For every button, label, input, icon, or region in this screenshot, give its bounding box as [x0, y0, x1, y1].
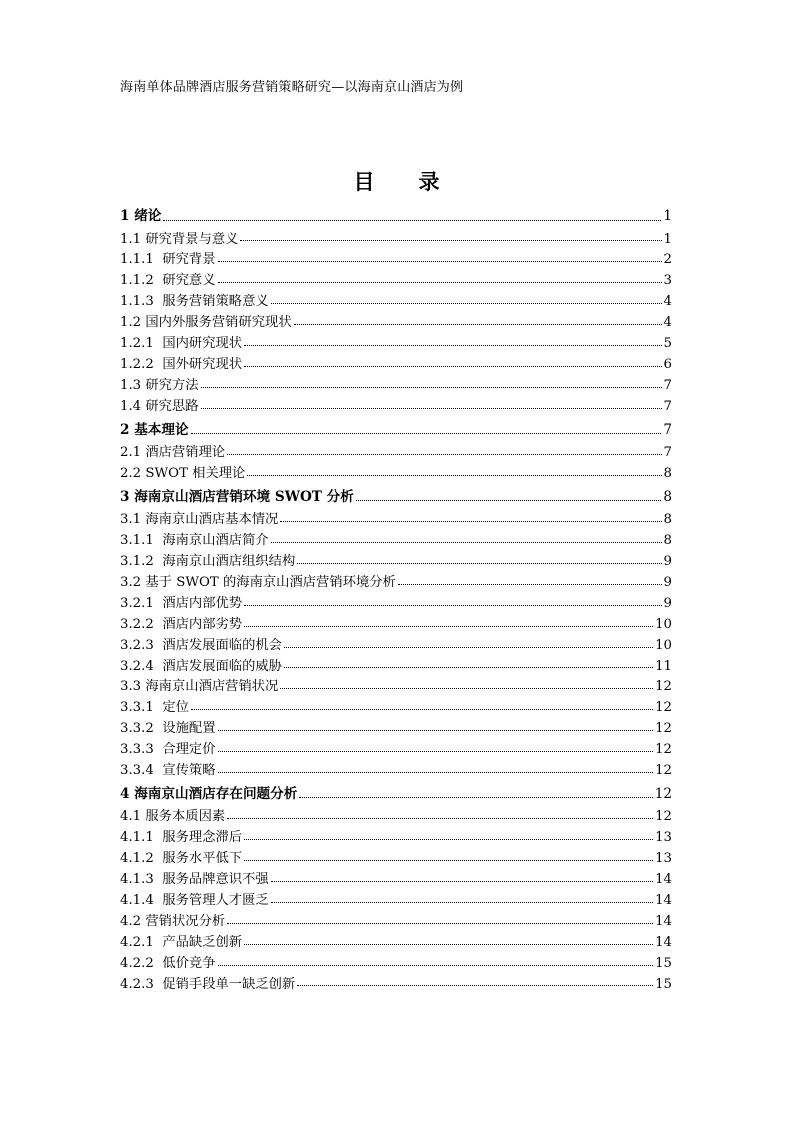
toc-entry-number: 2.2 [120, 465, 142, 481]
toc-entry-page-number: 2 [663, 252, 672, 268]
toc-entry-title: 合理定价 [162, 742, 216, 758]
toc-dot-leader [244, 365, 661, 367]
toc-section-entry[interactable] [120, 292, 672, 313]
toc-entry-page-number: 8 [663, 512, 672, 528]
toc-section-entry[interactable] [120, 954, 672, 975]
toc-dot-leader [271, 880, 653, 882]
toc-entry-number: 3.2.3 [120, 637, 154, 653]
toc-entry-title: 海南京山酒店营销环境 SWOT 分析 [134, 488, 354, 505]
toc-chapter-entry[interactable] [120, 485, 672, 511]
toc-entry-title: 定位 [162, 700, 189, 716]
toc-chapter-entry[interactable] [120, 782, 672, 808]
toc-entry-number: 4.2.1 [120, 934, 154, 950]
table-of-contents [120, 204, 672, 995]
toc-section-entry[interactable] [120, 828, 672, 849]
toc-entry-title: 服务本质因素 [145, 809, 226, 825]
toc-entry-title: 酒店营销理论 [145, 445, 226, 461]
toc-entry-number: 1.4 [120, 398, 142, 414]
toc-entry-title: 服务理念滞后 [162, 830, 243, 846]
toc-entry-title: 酒店发展面临的机会 [162, 637, 282, 653]
toc-entry-page-number: 12 [655, 721, 672, 737]
toc-dot-leader [218, 729, 654, 731]
toc-entry-page-number: 1 [663, 208, 672, 224]
toc-section-entry[interactable] [120, 230, 672, 251]
toc-entry-page-number: 12 [655, 809, 672, 825]
toc-dot-leader [280, 687, 653, 689]
toc-entry-title: 研究背景 [162, 252, 216, 268]
toc-entry-number: 1.1.2 [120, 273, 154, 289]
toc-dot-leader [284, 646, 653, 648]
toc-dot-leader [227, 817, 653, 819]
toc-dot-leader [244, 604, 661, 606]
toc-entry-page-number: 13 [655, 830, 672, 846]
toc-dot-leader [271, 541, 662, 543]
toc-entry-page-number: 14 [655, 872, 672, 888]
toc-entry-title: 研究方法 [145, 377, 199, 393]
toc-dot-leader [247, 474, 661, 476]
toc-dot-leader [280, 520, 661, 522]
toc-dot-leader [299, 796, 652, 798]
toc-chapter-entry[interactable] [120, 418, 672, 444]
toc-section-entry[interactable] [120, 334, 672, 355]
toc-entry-page-number: 9 [663, 574, 672, 590]
toc-dot-leader [240, 239, 661, 241]
toc-title [0, 166, 793, 196]
toc-dot-leader [163, 219, 661, 221]
toc-entry-page-number: 12 [655, 762, 672, 778]
toc-entry-title: 海南京山酒店简介 [162, 533, 269, 549]
toc-entry-number: 1.1.1 [120, 252, 154, 268]
toc-dot-leader [227, 922, 653, 924]
toc-entry-page-number: 7 [663, 398, 672, 414]
toc-entry-title: 酒店内部优势 [162, 595, 243, 611]
toc-entry-number: 3.3.1 [120, 700, 154, 716]
toc-entry-title: 研究意义 [162, 273, 216, 289]
toc-section-entry[interactable] [120, 594, 672, 615]
toc-entry-number: 4.2.2 [120, 955, 154, 971]
toc-dot-leader [201, 407, 662, 409]
toc-entry-title: 海南京山酒店组织结构 [162, 554, 296, 570]
toc-section-entry[interactable] [120, 531, 672, 552]
toc-dot-leader [244, 838, 653, 840]
toc-dot-leader [284, 666, 653, 668]
toc-section-entry[interactable] [120, 807, 672, 828]
toc-dot-leader [398, 583, 662, 585]
toc-entry-title: 服务品牌意识不强 [162, 872, 269, 888]
toc-entry-page-number: 8 [663, 488, 672, 505]
toc-dot-leader [271, 302, 662, 304]
toc-entry-title: 宣传策略 [162, 762, 216, 778]
toc-dot-leader [218, 281, 662, 283]
toc-entry-title: 国内研究现状 [162, 335, 243, 351]
toc-entry-number: 4.1 [120, 809, 142, 825]
toc-entry-page-number: 4 [663, 315, 672, 331]
toc-entry-title: 绪论 [134, 208, 162, 224]
toc-entry-page-number: 11 [655, 658, 672, 674]
toc-section-entry[interactable] [120, 313, 672, 334]
toc-chapter-entry[interactable] [120, 204, 672, 230]
running-header: 海南单体品牌酒店服务营销策略研究—以海南京山酒店为例 [120, 80, 464, 95]
toc-section-entry[interactable] [120, 849, 672, 870]
toc-entry-title: 设施配置 [162, 721, 216, 737]
toc-dot-leader [244, 943, 653, 945]
toc-entry-number: 3.2.1 [120, 595, 154, 611]
toc-entry-number: 3.2.4 [120, 658, 154, 674]
toc-entry-title: 营销状况分析 [145, 913, 226, 929]
toc-section-entry[interactable] [120, 740, 672, 761]
toc-entry-title: 国外研究现状 [162, 356, 243, 372]
toc-entry-title: 基本理论 [134, 421, 189, 438]
toc-entry-title: 基于 SWOT 的海南京山酒店营销环境分析 [145, 574, 396, 590]
toc-entry-number: 3.2 [120, 574, 142, 590]
toc-title-char-1: 目 [353, 169, 375, 194]
toc-entry-page-number: 8 [663, 533, 672, 549]
toc-entry-page-number: 12 [655, 700, 672, 716]
toc-section-entry[interactable] [120, 698, 672, 719]
toc-entry-page-number: 9 [663, 554, 672, 570]
toc-dot-leader [244, 859, 653, 861]
toc-dot-leader [297, 984, 653, 986]
toc-entry-page-number: 12 [655, 679, 672, 695]
toc-title-char-2: 录 [418, 169, 440, 194]
toc-section-entry[interactable] [120, 891, 672, 912]
toc-entry-page-number: 12 [654, 785, 672, 802]
toc-entry-number: 3.3.3 [120, 742, 154, 758]
toc-entry-number: 2 [120, 421, 130, 438]
toc-entry-title: SWOT 相关理论 [145, 465, 246, 481]
toc-entry-title: 国内外服务营销研究现状 [145, 315, 292, 331]
toc-entry-number: 1.1.3 [120, 294, 154, 310]
toc-entry-number: 3.1 [120, 512, 142, 528]
toc-section-entry[interactable] [120, 677, 672, 698]
toc-entry-number: 4.1.1 [120, 830, 154, 846]
toc-section-entry[interactable] [120, 510, 672, 531]
toc-entry-page-number: 3 [663, 273, 672, 289]
toc-section-entry[interactable] [120, 912, 672, 933]
toc-entry-title: 服务营销策略意义 [162, 294, 269, 310]
toc-entry-page-number: 8 [663, 465, 672, 481]
toc-entry-title: 服务管理人才匮乏 [162, 892, 269, 908]
toc-section-entry[interactable] [120, 443, 672, 464]
toc-entry-page-number: 15 [655, 976, 672, 992]
toc-section-entry[interactable] [120, 870, 672, 891]
toc-entry-page-number: 14 [655, 913, 672, 929]
toc-entry-title: 海南京山酒店营销状况 [145, 679, 279, 695]
toc-entry-page-number: 5 [663, 335, 672, 351]
toc-entry-page-number: 7 [663, 421, 672, 438]
toc-dot-leader [201, 386, 662, 388]
toc-section-entry[interactable] [120, 761, 672, 782]
toc-section-entry[interactable] [120, 933, 672, 954]
toc-entry-page-number: 7 [663, 377, 672, 393]
toc-dot-leader [244, 344, 661, 346]
toc-entry-number: 2.1 [120, 445, 142, 461]
toc-entry-page-number: 14 [655, 934, 672, 950]
toc-section-entry[interactable] [120, 719, 672, 740]
toc-entry-title: 低价竞争 [162, 955, 216, 971]
toc-dot-leader [244, 625, 653, 627]
toc-entry-number: 3.3.2 [120, 721, 154, 737]
toc-entry-page-number: 1 [663, 231, 672, 247]
toc-section-entry[interactable] [120, 552, 672, 573]
toc-entry-number: 4.2.3 [120, 976, 154, 992]
toc-dot-leader [227, 453, 661, 455]
toc-section-entry[interactable] [120, 250, 672, 271]
toc-section-entry[interactable] [120, 355, 672, 376]
toc-entry-page-number: 4 [663, 294, 672, 310]
toc-dot-leader [218, 750, 654, 752]
toc-entry-number: 4.1.2 [120, 851, 154, 867]
toc-dot-leader [356, 499, 662, 501]
toc-entry-page-number: 12 [655, 742, 672, 758]
toc-entry-number: 4.1.4 [120, 892, 154, 908]
toc-entry-number: 3.3 [120, 679, 142, 695]
toc-dot-leader [191, 432, 662, 434]
toc-section-entry[interactable] [120, 657, 672, 678]
toc-entry-title: 研究背景与意义 [145, 231, 239, 247]
toc-entry-title: 海南京山酒店基本情况 [145, 512, 279, 528]
toc-entry-page-number: 14 [655, 892, 672, 908]
toc-entry-number: 4.1.3 [120, 872, 154, 888]
toc-section-entry[interactable] [120, 376, 672, 397]
toc-entry-number: 4 [120, 785, 130, 802]
toc-dot-leader [218, 771, 654, 773]
toc-dot-leader [218, 260, 662, 262]
toc-entry-number: 3 [120, 488, 130, 505]
toc-entry-number: 1.2.2 [120, 356, 154, 372]
toc-entry-title: 研究思路 [145, 398, 199, 414]
toc-entry-page-number: 7 [663, 445, 672, 461]
toc-dot-leader [191, 708, 653, 710]
toc-entry-number: 4.2 [120, 913, 142, 929]
toc-section-entry[interactable] [120, 573, 672, 594]
toc-entry-number: 1.2 [120, 315, 142, 331]
toc-entry-number: 3.1.1 [120, 533, 154, 549]
toc-entry-page-number: 10 [655, 616, 672, 632]
toc-dot-leader [294, 323, 662, 325]
toc-entry-number: 1.2.1 [120, 335, 154, 351]
toc-section-entry[interactable] [120, 615, 672, 636]
toc-section-entry[interactable] [120, 636, 672, 657]
toc-entry-page-number: 6 [663, 356, 672, 372]
toc-entry-number: 3.3.4 [120, 762, 154, 778]
toc-entry-page-number: 10 [655, 637, 672, 653]
toc-dot-leader [218, 964, 654, 966]
toc-entry-title: 海南京山酒店存在问题分析 [134, 785, 298, 802]
toc-entry-page-number: 15 [655, 955, 672, 971]
toc-entry-title: 促销手段单一缺乏创新 [162, 976, 296, 992]
toc-entry-title: 酒店内部劣势 [162, 616, 243, 632]
toc-section-entry[interactable] [120, 271, 672, 292]
toc-dot-leader [297, 562, 661, 564]
toc-section-entry[interactable] [120, 975, 672, 996]
toc-entry-number: 1.1 [120, 231, 142, 247]
toc-entry-number: 1.3 [120, 377, 142, 393]
toc-entry-number: 1 [120, 208, 130, 224]
toc-entry-title: 酒店发展面临的威胁 [162, 658, 282, 674]
toc-section-entry[interactable] [120, 397, 672, 418]
toc-entry-title: 产品缺乏创新 [162, 934, 243, 950]
toc-entry-page-number: 13 [655, 851, 672, 867]
toc-entry-page-number: 9 [663, 595, 672, 611]
toc-entry-number: 3.1.2 [120, 554, 154, 570]
toc-entry-title: 服务水平低下 [162, 851, 243, 867]
toc-dot-leader [271, 901, 653, 903]
toc-section-entry[interactable] [120, 464, 672, 485]
toc-entry-number: 3.2.2 [120, 616, 154, 632]
